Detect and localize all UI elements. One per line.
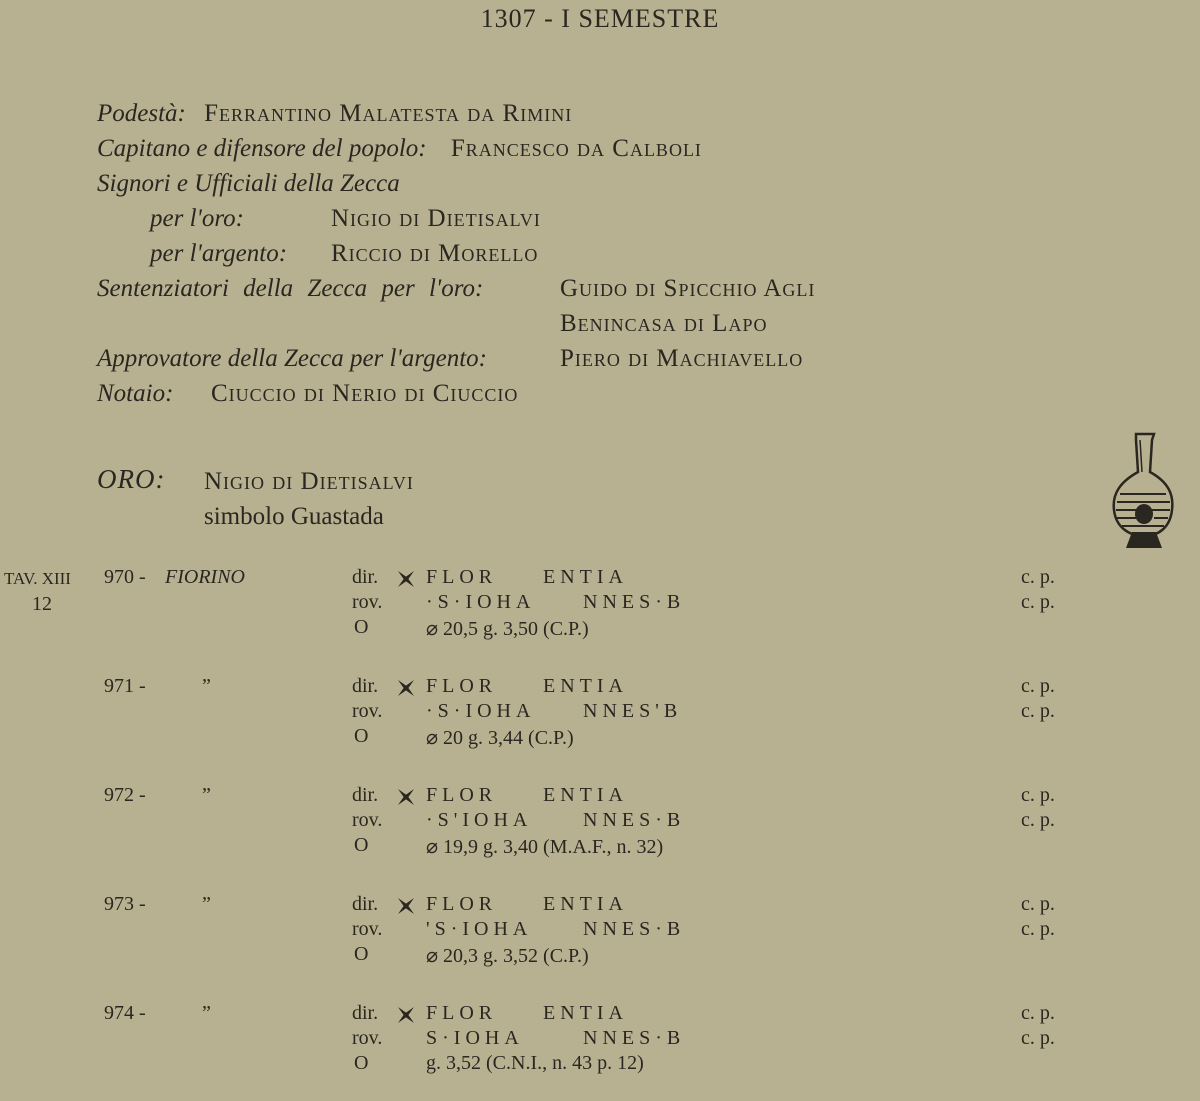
rov-label: rov. — [352, 918, 383, 940]
capitano-line — [97, 131, 702, 166]
oro-section-label: ORO: — [97, 464, 166, 494]
cp-note: c. p. — [1021, 591, 1055, 613]
cp-note: c. p. — [1021, 700, 1055, 722]
capitano-name: Francesco da Calboli — [450, 135, 702, 162]
measure-text: g. 3,52 (C.N.I., n. 43 p. 12) — [426, 1052, 644, 1074]
cp-note: c. p. — [1021, 1027, 1055, 1049]
sentenziatori-name-2: Benincasa di Lapo — [560, 310, 768, 337]
signori-label: Signori e Ufficiali della Zecca — [97, 170, 400, 197]
cp-note: c. p. — [1021, 918, 1055, 940]
notaio-name: Ciuccio di Nerio di Ciuccio — [211, 380, 519, 407]
dir-legend-b: ENTIA — [543, 1002, 628, 1024]
podesta-line — [97, 96, 572, 131]
rov-legend-b: NNES·B — [583, 809, 686, 831]
o-label: O — [354, 616, 369, 638]
approvatore-label: Approvatore della Zecca per l'argento: — [97, 345, 487, 372]
plate-number: 12 — [32, 593, 52, 615]
dir-legend-a: FLOR — [426, 893, 498, 915]
dir-legend-a: FLOR — [426, 675, 498, 697]
measure-text: ⌀ 20 g. 3,44 (C.P.) — [426, 727, 574, 749]
entry-number: 970 - — [104, 566, 146, 588]
oro-section-name: Nigio di Dietisalvi — [204, 468, 414, 495]
rov-legend-b: NNES·B — [583, 1027, 686, 1049]
entry-number: 971 - — [104, 675, 146, 697]
cp-note: c. p. — [1021, 809, 1055, 831]
dir-legend-a: FLOR — [426, 784, 498, 806]
rov-label: rov. — [352, 700, 383, 722]
plate-tav: TAV. XIII — [4, 569, 71, 588]
per-argento-label: per l'argento: — [150, 240, 288, 267]
rov-label: rov. — [352, 591, 383, 613]
rov-label: rov. — [352, 809, 383, 831]
cross-mark — [398, 1005, 420, 1028]
dir-label: dir. — [352, 784, 379, 806]
sentenziatori-label: Sentenziatori della Zecca per l'oro: — [97, 275, 484, 302]
dir-label: dir. — [352, 566, 379, 588]
podesta-name: Ferrantino Malatesta da Rimini — [204, 100, 573, 127]
rov-legend-a: ·S'IOHA — [426, 809, 533, 831]
cp-note: c. p. — [1021, 893, 1055, 915]
cross-icon — [398, 789, 414, 805]
dir-legend-b: ENTIA — [543, 784, 628, 806]
measure-text: ⌀ 19,9 g. 3,40 (M.A.F., n. 32) — [426, 836, 664, 858]
cross-icon — [398, 1007, 414, 1023]
page-title: 1307 - I SEMESTRE — [480, 4, 720, 33]
rov-legend-b: NNES·B — [583, 918, 686, 940]
entry-number: 974 - — [104, 1002, 146, 1024]
rov-legend-b: NNES·B — [583, 591, 686, 613]
entry-type: ” — [202, 893, 211, 915]
per-argento-name: Riccio di Morello — [331, 240, 539, 267]
dir-label: dir. — [352, 1002, 379, 1024]
dir-legend-a: FLOR — [426, 566, 498, 588]
dir-legend-b: ENTIA — [543, 566, 628, 588]
dir-label: dir. — [352, 675, 379, 697]
cross-mark — [398, 569, 420, 592]
cross-icon — [398, 680, 414, 696]
dir-label: dir. — [352, 893, 379, 915]
cp-note: c. p. — [1021, 675, 1055, 697]
cp-note: c. p. — [1021, 566, 1055, 588]
cross-icon — [398, 898, 414, 914]
entry-type: FIORINO — [165, 566, 245, 588]
entry-number: 972 - — [104, 784, 146, 806]
entry-type: ” — [202, 784, 211, 806]
dir-legend-b: ENTIA — [543, 893, 628, 915]
cp-note: c. p. — [1021, 784, 1055, 806]
approvatore-name: Piero di Machiavello — [560, 345, 804, 372]
entry-type: ” — [202, 675, 211, 697]
dir-legend-b: ENTIA — [543, 675, 628, 697]
dir-legend-a: FLOR — [426, 1002, 498, 1024]
flask-icon — [1108, 432, 1178, 552]
per-oro-name: Nigio di Dietisalvi — [331, 205, 541, 232]
o-label: O — [354, 943, 369, 965]
rov-legend-a: ·S·IOHA — [426, 591, 536, 613]
rov-legend-a: 'S·IOHA — [426, 918, 533, 940]
cross-icon — [398, 571, 414, 587]
per-oro-label: per l'oro: — [150, 205, 244, 232]
measure-text: ⌀ 20,3 g. 3,52 (C.P.) — [426, 945, 589, 967]
entry-number: 973 - — [104, 893, 146, 915]
cross-mark — [398, 896, 420, 919]
cross-mark — [398, 678, 420, 701]
o-label: O — [354, 1052, 369, 1074]
entry-type: ” — [202, 1002, 211, 1024]
notaio-label: Notaio: — [97, 380, 174, 407]
o-label: O — [354, 834, 369, 856]
rov-legend-a: ·S·IOHA — [426, 700, 536, 722]
capitano-label: Capitano e difensore del popolo: — [97, 135, 427, 162]
podesta-label: Podestà: — [97, 100, 186, 127]
cross-mark — [398, 787, 420, 810]
rov-legend-a: S·IOHA — [426, 1027, 524, 1049]
rov-legend-b: NNES'B — [583, 700, 683, 722]
oro-section-symbol: simbolo Guastada — [204, 503, 384, 530]
o-label: O — [354, 725, 369, 747]
measure-text: ⌀ 20,5 g. 3,50 (C.P.) — [426, 618, 589, 640]
rov-label: rov. — [352, 1027, 383, 1049]
sentenziatori-name-1: Guido di Spicchio Agli — [560, 275, 816, 302]
cp-note: c. p. — [1021, 1002, 1055, 1024]
